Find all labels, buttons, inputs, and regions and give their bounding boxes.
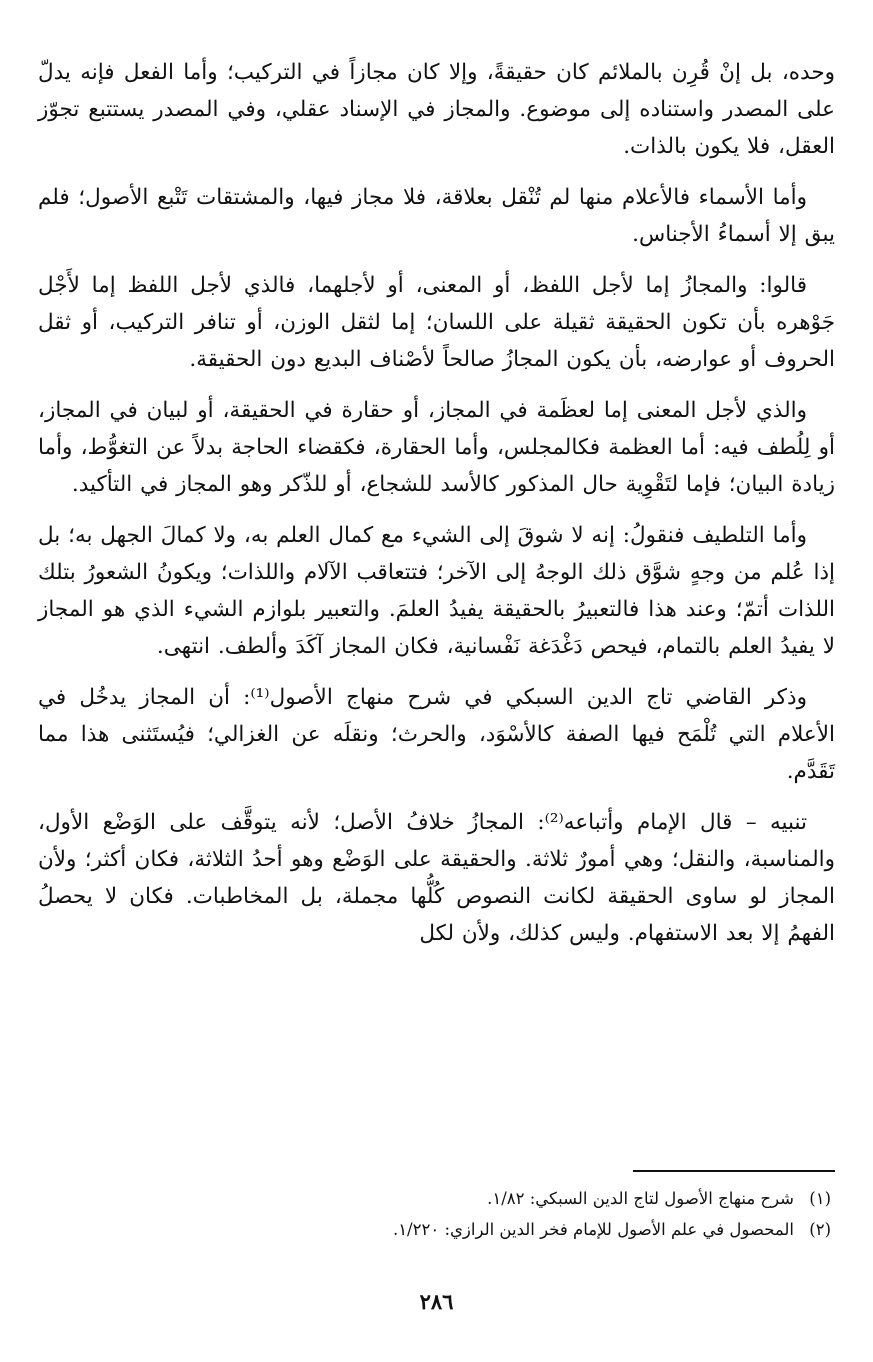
paragraph-1: وحده، بل إنْ قُرِن بالملائم كان حقيقةً، وإلا كان مجازاً في التركيب؛ وأما الفعل فإنه يدلّ على المصدر واستناده إلى موضوع. والمجاز في الإسناد عقلي، وفي المصدر يستتبع تجوّز العقل، فلا يكون بالذات.	[38, 60, 835, 159]
footnote-2	[41, 1214, 831, 1245]
paragraph-2: وأما الأسماء فالأعلام منها لم تُنْقل بعلاقة، فلا مجاز فيها، والمشتقات تَتْبع الأصول؛ فلم يبق إلا أسماءُ الأجناس.	[38, 185, 835, 247]
footnote-1-number: (١)	[809, 1189, 831, 1208]
page-number: ٢٨٦	[419, 1289, 454, 1314]
main-text	[38, 54, 835, 966]
paragraph-6: وذكر القاضي تاج الدين السبكي في شرح منهاج الأصول⁽¹⁾: أن المجاز يدخُل في الأعلام التي تُلْمَح فيها الصفة كالأسْوَد، والحرث؛ ونقلَه عن الغزالي؛ فيُستَثنى هذا مما تَقَدَّم.	[38, 685, 835, 784]
footnotes	[41, 1183, 831, 1245]
paragraph-4: والذي لأجل المعنى إما لعظَمة في المجاز، أو حقارة في الحقيقة، أو لبيان في المجاز، أو لِلُطف فيه: أما العظمة فكالمجلس، وأما الحقارة، فكقضاء الحاجة بدلاً عن التغوُّط، وأما زيادة البيان؛ فإما لتَقْوِية حال المذكور كالأسد للشجاع، أو للذّكر وهو المجاز في التأكيد.	[38, 398, 835, 497]
paragraph-3: قالوا: والمجازُ إما لأجل اللفظ، أو المعنى، أو لأجلهما، فالذي لأجل اللفظ إما لأَجْل جَوْهره بأن تكون الحقيقة ثقيلة على اللسان؛ إما لثقل الوزن، أو تنافر التركيب، أو ثقل الحروف أو عوارضه، بأن يكون المجازُ صالحاً لأصْناف البديع دون الحقيقة.	[38, 273, 835, 372]
footnote-2-number: (٢)	[809, 1220, 831, 1239]
footnote-2-text: المحصول في علم الأصول للإمام فخر الدين الرازي: ١/٢٢٠.	[392, 1220, 794, 1239]
footnote-1	[41, 1183, 831, 1214]
paragraph-5: وأما التلطيف فنقولُ: إنه لا شوقَ إلى الشيء مع كمال العلم به، ولا كمالَ الجهل به؛ بل إذا عُلم من وجهٍ شوَّق ذلك الوجهُ إلى الآخر؛ فتتعاقب الآلام واللذات؛ ويكونُ الشعورُ بتلك اللذات أتمّ؛ وعند هذا فالتعبيرُ بالحقيقة يفيدُ العلمَ. والتعبير بلوازم الشيء الذي هو المجاز لا يفيدُ العلم بالتمام، فيحص دَغْدَغة نَفْسانية، فكان المجاز آكَدَ وألطف. انتهى.	[38, 523, 835, 659]
footnote-separator	[633, 1170, 835, 1172]
paragraph-7: تنبيه – قال الإمام وأتباعه⁽²⁾: المجازُ خلافُ الأصل؛ لأنه يتوقَّف على الوَضْع الأول، والمناسبة، والنقل؛ وهي أمورٌ ثلاثة. والحقيقة على الوَضْع وهو أحدُ الثلاثة، فكان أكثر؛ ولأن المجاز لو ساوى الحقيقة لكانت النصوص كُلُّها مجملة، بل المخاطبات. فكان لا يحصلُ الفهمُ إلا بعد الاستفهام. وليس كذلك، ولأن لكل	[38, 810, 835, 946]
footnote-1-text: شرح منهاج الأصول لتاج الدين السبكي: ١/٨٢.	[487, 1189, 794, 1208]
